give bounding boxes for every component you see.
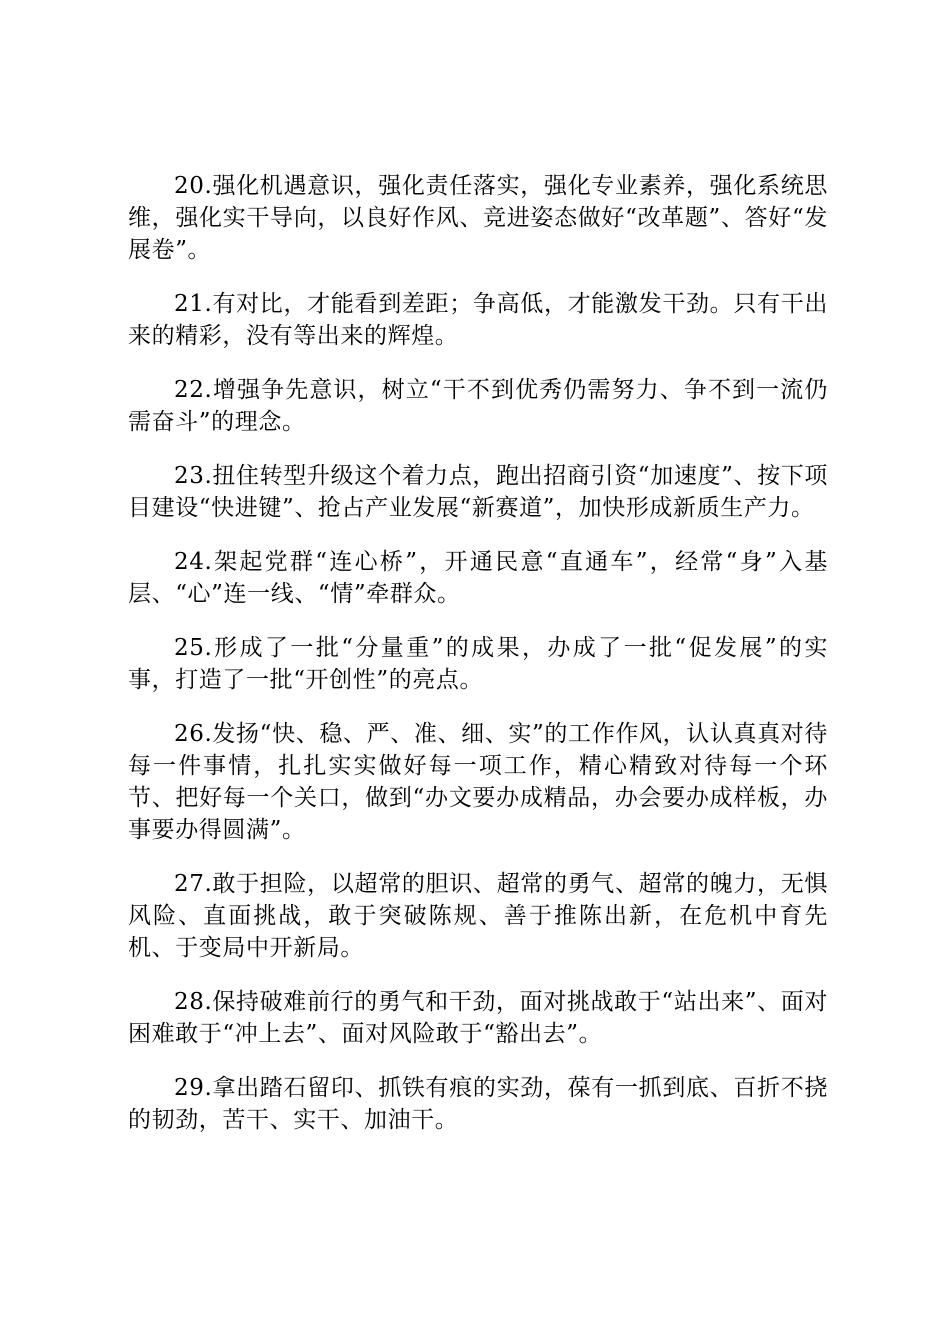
paragraph-23: 23.扭住转型升级这个着力点，跑出招商引资“加速度”、按下项目建设“快进键”、抢占产业发展“新赛道”，加快形成新质生产力。 [128, 463, 828, 521]
paragraph-21: 21.有对比，才能看到差距；争高低，才能激发干劲。只有干出来的精彩，没有等出来的辉煌。 [128, 291, 828, 349]
paragraph-25: 25.形成了一批“分量重”的成果，办成了一批“促发展”的实事，打造了一批“开创性”的亮点。 [128, 635, 828, 693]
paragraph-26: 26.发扬“快、稳、严、准、细、实”的工作作风，认认真真对待每一件事情，扎扎实实做好每一项工作，精心精致对待每一个环节、把好每一个关口，做到“办文要办成精品，办会要办成样板，办事要办得圆满”。 [128, 721, 828, 843]
paragraph-28: 28.保持破难前行的勇气和干劲，面对挑战敢于“站出来”、面对困难敢于“冲上去”、面对风险敢于“豁出去”。 [128, 989, 828, 1047]
paragraph-22: 22.增强争先意识，树立“干不到优秀仍需努力、争不到一流仍需奋斗”的理念。 [128, 377, 828, 435]
paragraph-29: 29.拿出踏石留印、抓铁有痕的实劲，葆有一抓到底、百折不挠的韧劲，苦干、实干、加油干。 [128, 1075, 828, 1133]
document-page [128, 170, 828, 1158]
paragraph-20: 20.强化机遇意识，强化责任落实，强化专业素养，强化系统思维，强化实干导向，以良好作风、竞进姿态做好“改革题”、答好“发展卷”。 [128, 173, 828, 263]
paragraph-24: 24.架起党群“连心桥”，开通民意“直通车”，经常“身”入基层、“心”连一线、“情”牵群众。 [128, 549, 828, 607]
paragraph-27: 27.敢于担险，以超常的胆识、超常的勇气、超常的魄力，无惧风险、直面挑战，敢于突破陈规、善于推陈出新，在危机中育先机、于变局中开新局。 [128, 871, 828, 961]
